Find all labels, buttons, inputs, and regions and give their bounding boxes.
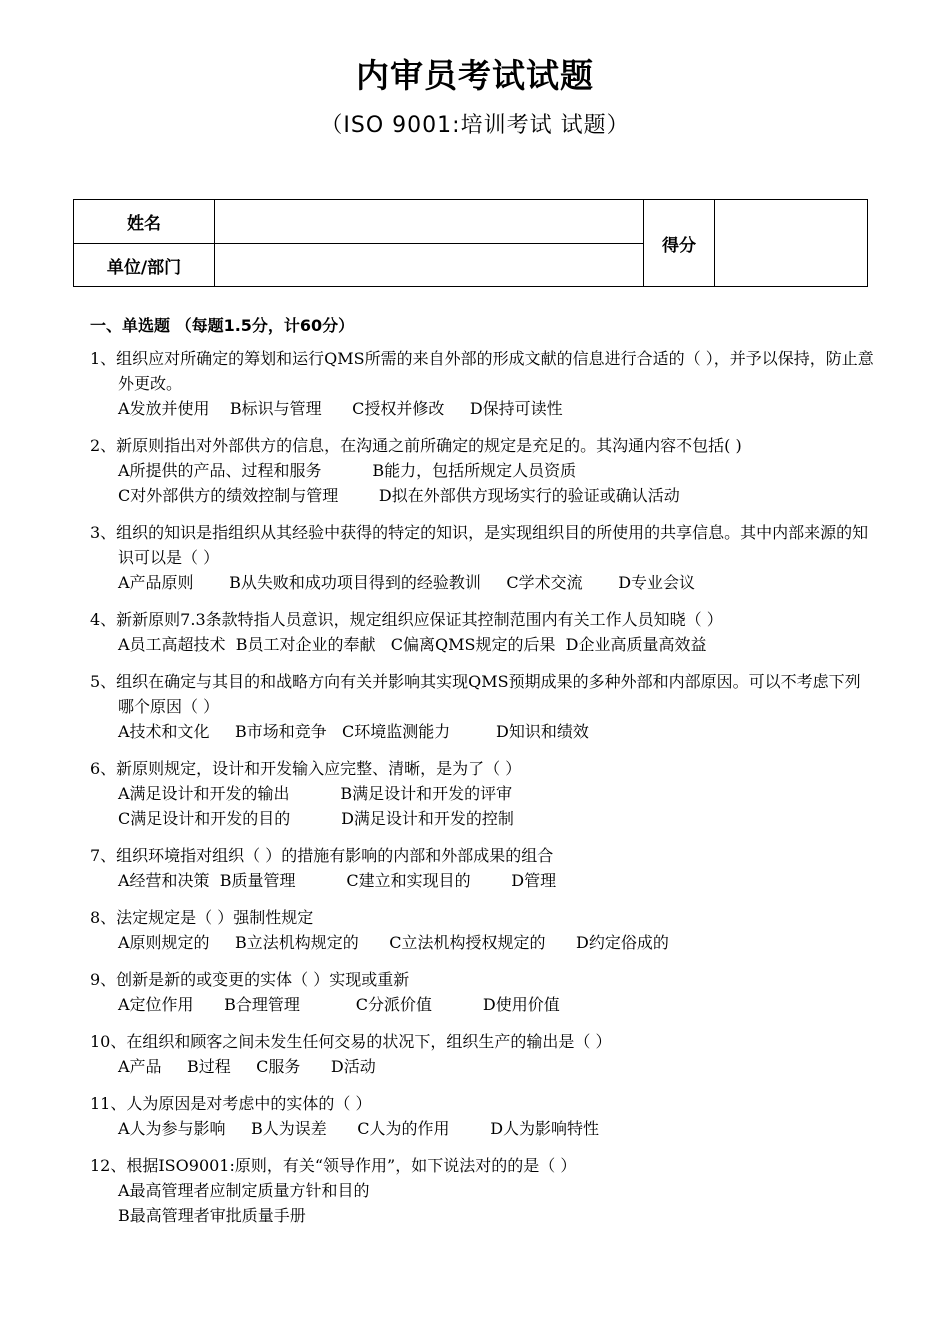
- info-table: [73, 199, 868, 287]
- question-options: A产品 B过程 C服务 D活动: [118, 1057, 376, 1076]
- question-item: [90, 843, 875, 893]
- page-subtitle: （ISO 9001:培训考试 试题）: [320, 113, 630, 138]
- question-item: [90, 967, 875, 1017]
- question-options: A原则规定的 B立法机构规定的 C立法机构授权规定的 D约定俗成的: [118, 933, 669, 952]
- question-stem: 10、在组织和顾客之间未发生任何交易的状况下，组织生产的输出是（ ）: [90, 1032, 612, 1051]
- question-options: B最高管理者审批质量手册: [118, 1206, 306, 1225]
- question-options: A产品原则 B从失败和成功项目得到的经验教训 C学术交流 D专业会议: [118, 573, 696, 592]
- question-options: A员工高超技术 B员工对企业的奉献 C偏离QMS规定的后果 D企业高质量高效益: [118, 635, 707, 654]
- question-item: [90, 346, 875, 421]
- question-options: A所提供的产品、过程和服务 B能力，包括所规定人员资质: [118, 461, 577, 480]
- question-item: [90, 1153, 875, 1228]
- question-stem: 6、新原则规定，设计和开发输入应完整、清晰，是为了（ ）: [90, 759, 522, 778]
- question-options: A人为参与影响 B人为误差 C人为的作用 D人为影响特性: [118, 1119, 600, 1138]
- question-options: A经营和决策 B质量管理 C建立和实现目的 D管理: [118, 871, 557, 890]
- question-item: [90, 905, 875, 955]
- question-list: [90, 346, 875, 1240]
- unit-label: 单位/部门: [74, 244, 215, 287]
- question-stem: 2、新原则指出对外部供方的信息，在沟通之前所确定的规定是充足的。其沟通内容不包括( ): [90, 436, 742, 455]
- question-stem: 4、新新原则7.3条款特指人员意识，规定组织应保证其控制范围内有关工作人员知晓（ ）: [90, 610, 723, 629]
- question-stem: 5、组织在确定与其目的和战略方向有关并影响其实现QMS预期成果的多种外部和内部原因。可以不考虑下列哪个原因（ ）: [90, 672, 861, 716]
- name-label: 姓名: [74, 200, 215, 244]
- question-stem: 12、根据ISO9001:原则，有关“领导作用”，如下说法对的的是（ ）: [90, 1156, 577, 1175]
- question-stem: 8、法定规定是（ ）强制性规定: [90, 908, 314, 927]
- question-stem: 7、组织环境指对组织（ ）的措施有影响的内部和外部成果的组合: [90, 846, 554, 865]
- question-item: [90, 669, 875, 744]
- question-stem: 11、人为原因是对考虑中的实体的（ ）: [90, 1094, 372, 1113]
- score-field[interactable]: [715, 200, 868, 287]
- question-options: A满足设计和开发的输出 B满足设计和开发的评审: [118, 784, 513, 803]
- question-item: [90, 520, 875, 595]
- name-field[interactable]: [215, 200, 644, 244]
- question-options: A发放并使用 B标识与管理 C授权并修改 D保持可读性: [118, 399, 563, 418]
- page-title: 内审员考试试题: [356, 56, 594, 95]
- section-heading: 一、单选题 （每题1.5分，计60分）: [90, 316, 355, 335]
- unit-field[interactable]: [215, 244, 644, 287]
- question-options: A技术和文化 B市场和竞争 C环境监测能力 D知识和绩效: [118, 722, 589, 741]
- score-label: 得分: [644, 200, 715, 287]
- question-item: [90, 1091, 875, 1141]
- question-stem: 3、组织的知识是指组织从其经验中获得的特定的知识，是实现组织目的所使用的共享信息。其中内部来源的知识可以是（ ）: [90, 523, 869, 567]
- question-options: A最高管理者应制定质量方针和目的: [118, 1181, 370, 1200]
- question-options: C对外部供方的绩效控制与管理 D拟在外部供方现场实行的验证或确认活动: [118, 486, 680, 505]
- question-options: C满足设计和开发的目的 D满足设计和开发的控制: [118, 809, 514, 828]
- question-item: [90, 1029, 875, 1079]
- question-item: [90, 756, 875, 831]
- question-stem: 9、创新是新的或变更的实体（ ）实现或重新: [90, 970, 410, 989]
- question-item: [90, 607, 875, 657]
- question-options: A定位作用 B合理管理 C分派价值 D使用价值: [118, 995, 560, 1014]
- question-stem: 1、组织应对所确定的筹划和运行QMS所需的来自外部的形成文献的信息进行合适的（ ），并予以保持，防止意外更改。: [90, 349, 874, 393]
- question-item: [90, 433, 875, 508]
